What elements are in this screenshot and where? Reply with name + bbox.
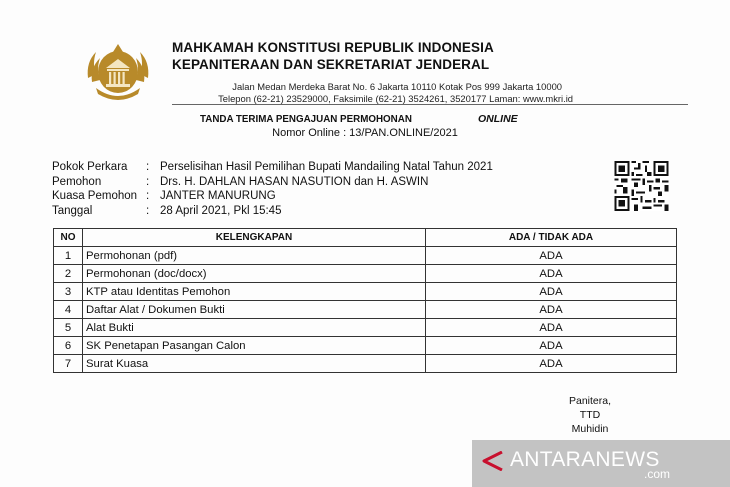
info-label: Pemohon [52, 175, 102, 188]
table-row [54, 283, 677, 301]
row-item: Daftar Alat / Dokumen Bukti [83, 301, 426, 319]
info-row-pokok-perkara: Pokok Perkara : Perselisihan Hasil Pemilihan Bupati Mandailing Natal Tahun 2021 [52, 161, 493, 173]
info-row-pemohon: Pemohon : Drs. H. DAHLAN HASAN NASUTION dan H. ASWIN [52, 175, 429, 188]
table-row [54, 301, 677, 319]
org-contact: Telepon (62-21) 23529000, Faksimile (62-21) 3524261, 3520177 Laman: www.mkri.id [218, 93, 573, 104]
antaranews-watermark [472, 440, 730, 487]
col-header-kelengkapan: KELENGKAPAN [83, 229, 426, 247]
signature-role: Panitera, [568, 395, 612, 407]
info-row-tanggal: Tanggal : 28 April 2021, Pkl 15:45 [52, 204, 282, 217]
col-header-status: ADA / TIDAK ADA [426, 229, 677, 247]
row-status: ADA [426, 319, 677, 337]
signature-name: Muhidin [571, 423, 609, 435]
requirements-table [53, 228, 677, 373]
row-status: ADA [426, 355, 677, 373]
table-row [54, 247, 677, 265]
info-label: Tanggal [52, 204, 93, 217]
qr-code-icon [614, 161, 669, 211]
table-row [54, 319, 677, 337]
row-item: Surat Kuasa [83, 355, 426, 373]
info-label: Kuasa Pemohon [52, 190, 138, 202]
header-divider [172, 104, 688, 105]
row-item: Alat Bukti [83, 319, 426, 337]
table-header-row [54, 229, 677, 247]
info-value: Perselisihan Hasil Pemilihan Bupati Mandailing Natal Tahun 2021 [160, 161, 493, 173]
row-item: SK Penetapan Pasangan Calon [83, 337, 426, 355]
table-row [54, 337, 677, 355]
row-status: ADA [426, 265, 677, 283]
row-item: KTP atau Identitas Pemohon [83, 283, 426, 301]
row-number: 3 [54, 283, 83, 301]
table-row [54, 265, 677, 283]
receipt-title-online: ONLINE [478, 113, 518, 125]
table-row [54, 355, 677, 373]
receipt-title: TANDA TERIMA PENGAJUAN PERMOHONAN [200, 114, 412, 125]
receipt-number: Nomor Online : 13/PAN.ONLINE/2021 [272, 127, 458, 139]
row-status: ADA [426, 283, 677, 301]
row-item: Permohonan (pdf) [83, 247, 426, 265]
row-number: 7 [54, 355, 83, 373]
row-number: 4 [54, 301, 83, 319]
case-info [52, 160, 493, 218]
watermark-domain: .com [644, 467, 671, 481]
row-number: 2 [54, 265, 83, 283]
row-number: 1 [54, 247, 83, 265]
info-value: JANTER MANURUNG [160, 190, 276, 202]
info-label: Pokok Perkara [52, 161, 128, 173]
col-header-no: NO [54, 229, 83, 247]
org-name-line2: KEPANITERAAN DAN SEKRETARIAT JENDERAL [172, 57, 490, 72]
row-number: 6 [54, 337, 83, 355]
row-item: Permohonan (doc/docx) [83, 265, 426, 283]
antara-logo-icon [482, 451, 504, 471]
row-number: 5 [54, 319, 83, 337]
org-address: Jalan Medan Merdeka Barat No. 6 Jakarta 10110 Kotak Pos 999 Jakarta 10000 [232, 81, 562, 92]
info-value: 28 April 2021, Pkl 15:45 [160, 204, 282, 217]
info-row-kuasa-pemohon: Kuasa Pemohon : JANTER MANURUNG [52, 190, 276, 202]
watermark-brand: ANTARANEWS [510, 448, 660, 471]
row-status: ADA [426, 337, 677, 355]
info-value: Drs. H. DAHLAN HASAN NASUTION dan H. ASWIN [160, 175, 429, 188]
signature-block [560, 394, 620, 436]
signature-ttd: TTD [579, 409, 601, 421]
org-name-line1: MAHKAMAH KONSTITUSI REPUBLIK INDONESIA [172, 40, 494, 55]
row-status: ADA [426, 247, 677, 265]
row-status: ADA [426, 301, 677, 319]
